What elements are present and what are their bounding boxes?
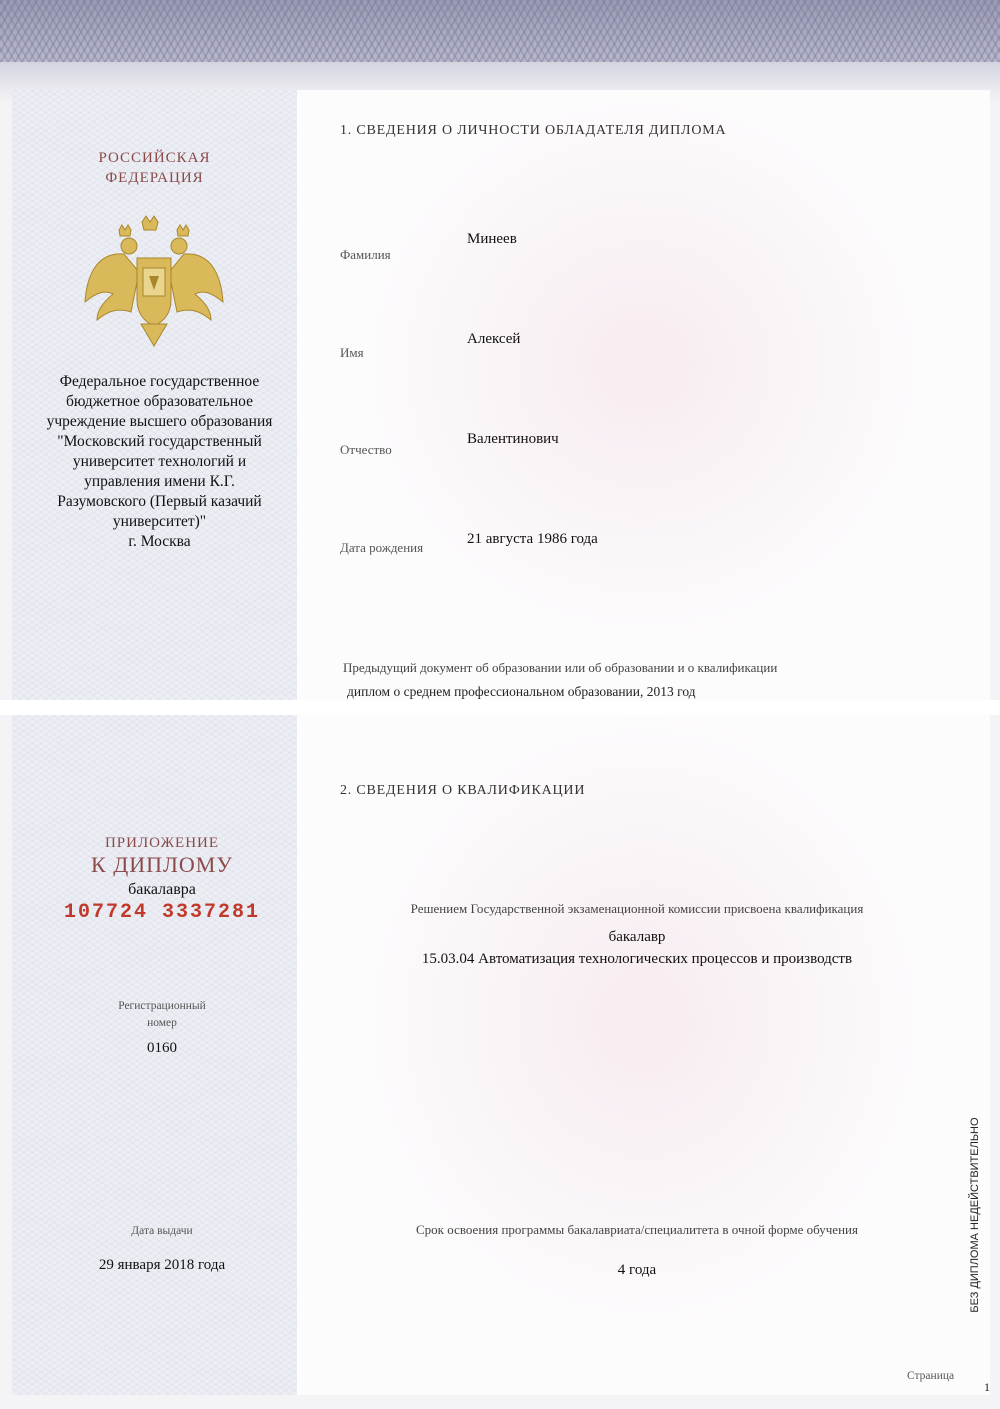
appendix-line-1: ПРИЛОЖЕНИЕ [104,835,220,851]
section-1-title: 1. СВЕДЕНИЯ О ЛИЧНОСТИ ОБЛАДАТЕЛЯ ДИПЛОМА [340,123,727,138]
appendix-line-2: К ДИПЛОМУ [91,852,233,877]
university-line: "Московский государственный [57,433,262,450]
qualification-degree: бакалавр [608,929,666,945]
university-line: управления имени К.Г. [84,473,235,490]
country-line-1: РОССИЙСКАЯ [98,150,211,166]
page1-left-column [12,90,297,700]
russian-emblem-icon [79,212,229,352]
patronymic-label: Отчество [340,442,392,457]
study-term-text: Срок освоения программы бакалавриата/специалитета в очной форме обучения [416,1222,858,1237]
section-2-title: 2. СВЕДЕНИЯ О КВАЛИФИКАЦИИ [340,783,586,798]
page-label: Страница [907,1370,955,1382]
registration-label-1: Регистрационный [118,1000,206,1012]
validity-note-text: БЕЗ ДИПЛОМА НЕДЕЙСТВИТЕЛЬНО [969,1117,981,1313]
diploma-page-1 [12,90,990,700]
name-value: Алексей [467,331,521,347]
issue-date-value: 29 января 2018 года [98,1257,226,1273]
validity-note [955,1075,995,1355]
birth-date-value: 21 августа 1986 года [467,531,598,547]
serial-number: 107724 3337281 [63,901,261,924]
university-line: Разумовского (Первый казачий [57,493,262,510]
security-pattern-band [0,0,1000,62]
university-name [22,372,297,552]
university-line: учреждение высшего образования [46,413,273,430]
country-header [12,148,297,188]
previous-document-label: Предыдущий документ об образовании или об образовании и о квалификации [343,660,778,675]
registration-label-2: номер [147,1017,177,1029]
university-line: Федеральное государственное [59,373,260,390]
registration-number: 0160 [147,1040,177,1056]
page2-right-column [297,715,990,1395]
university-line: университет технологий и [72,453,247,470]
country-line-2: ФЕДЕРАЦИЯ [105,170,204,186]
qualification-text: Решением Государственной экзаменационной комиссии присвоена квалификация [410,901,864,916]
qualification-program: 15.03.04 Автоматизация технологических процессов и производств [421,951,853,967]
issue-date-label: Дата выдачи [131,1225,193,1237]
patronymic-value: Валентинович [467,431,559,447]
study-term-value: 4 года [617,1262,657,1278]
page2-left-column [12,715,297,1395]
page-number: 1 [984,1380,990,1394]
university-city: г. Москва [128,533,191,550]
page1-right-column [297,90,990,700]
name-label: Имя [340,345,364,360]
previous-document-value: диплом о среднем профессиональном образовании, 2013 год [347,684,696,699]
surname-label: Фамилия [340,247,391,262]
surname-value: Минеев [467,231,517,247]
degree-type: бакалавра [128,881,196,898]
diploma-page-2 [12,715,990,1395]
page-separator [0,700,1000,715]
university-line: университет)" [112,513,207,530]
birth-date-label: Дата рождения [340,540,424,555]
university-line: бюджетное образовательное [66,393,253,410]
